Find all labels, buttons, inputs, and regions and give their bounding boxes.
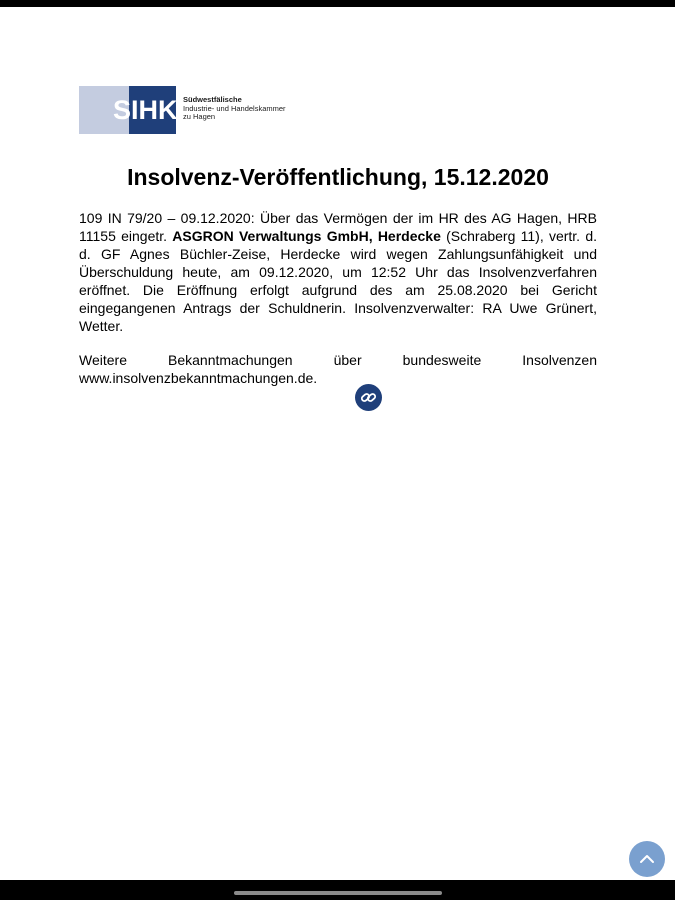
link-icon[interactable] <box>355 384 382 411</box>
sihk-logo <box>79 86 304 134</box>
logo-letters: SIHK <box>113 95 178 125</box>
further-notices-paragraph: Weitere Bekanntmachungen über bundesweite Insolvenzen www.insolvenzbekanntmachungen.de. <box>79 352 597 386</box>
logo-line-1: Südwestfälische <box>183 95 242 104</box>
notice-text-part-1: 109 IN 79/20 – 09.12.2020: Über das Vermögen der im HR des AG Hagen, HRB 11155 eingetr. <box>79 210 597 244</box>
logo-text <box>183 96 286 122</box>
logo-line-2: Industrie- und Handelskammer <box>183 103 286 113</box>
insolvency-notice-paragraph <box>79 209 597 335</box>
logo-line-3: zu Hagen <box>183 112 216 121</box>
status-bar <box>0 0 675 7</box>
logo-mark <box>79 86 176 134</box>
home-indicator[interactable] <box>234 891 442 895</box>
link-glyph <box>360 389 377 406</box>
navigation-bar <box>0 880 675 900</box>
notice-text-part-2: (Schraberg 11), vertr. d. d. GF Agnes Büchler-Zeise, Herdecke wird wegen Zahlungsunfähigkeit und Überschuldung heute, am 09.12.2020, um 12:52 Uhr das Insolvenzverfahren eröffnet. Die Eröffnung erfolgt aufgrund des am 25.08.2020 bei Gericht eingegangenen Antrags der Schuldnerin. Insolvenzverwalter: RA Uwe Grünert, Wetter. <box>79 228 597 334</box>
company-name: ASGRON Verwaltungs GmbH, Herdecke <box>172 228 441 244</box>
scroll-to-top-button[interactable] <box>629 841 665 877</box>
page-title: Insolvenz-Veröffentlichung, 15.12.2020 <box>127 164 549 190</box>
chevron-up-icon <box>638 850 656 868</box>
